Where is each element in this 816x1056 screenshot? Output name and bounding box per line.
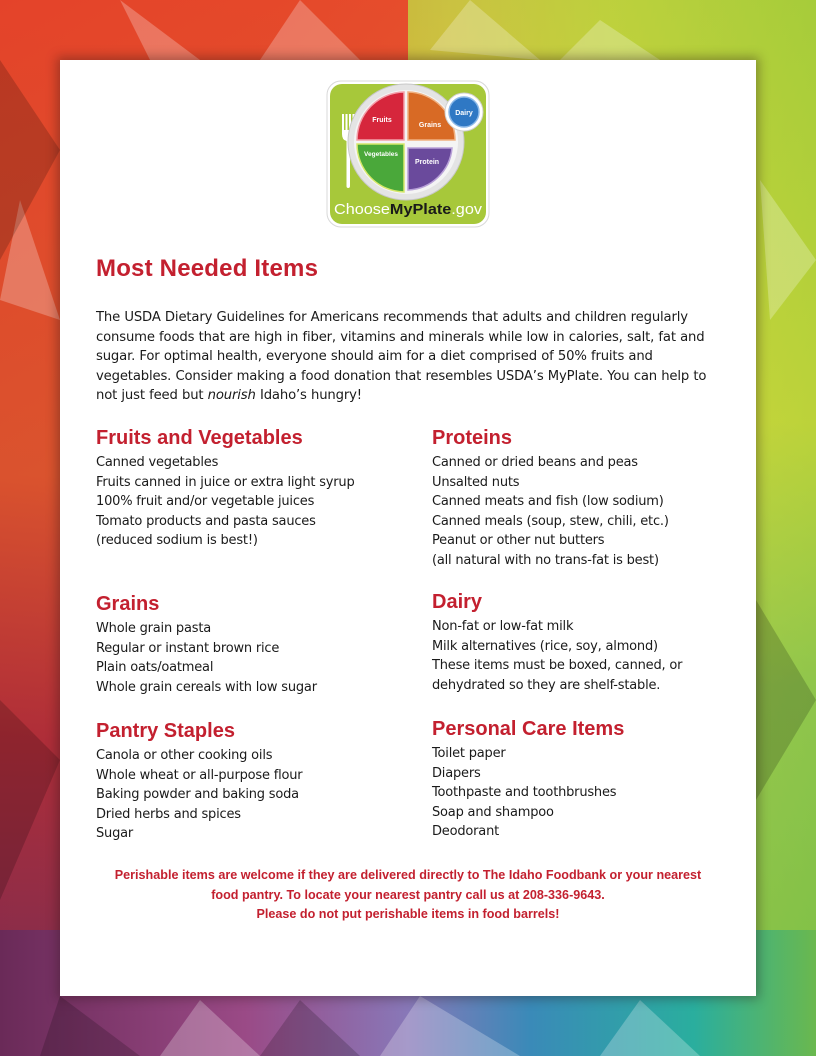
perishables-note — [70, 866, 746, 925]
intro-emphasis: nourish — [207, 388, 256, 403]
list-item: Plain oats/oatmeal — [96, 660, 214, 675]
page-title: Most Needed Items — [96, 255, 319, 282]
segment-label-dairy: Dairy — [455, 110, 473, 117]
list-item: Milk alternatives (rice, soy, almond) — [432, 638, 658, 654]
section-personal-care — [432, 717, 752, 842]
list-item: Toothpaste and toothbrushes — [432, 785, 617, 800]
list-item: Tomato products and pasta sauces — [96, 513, 316, 529]
flyer-card — [60, 60, 756, 996]
list-item: Canned meals (soup, stew, chili, etc.) — [432, 513, 669, 529]
item-list — [432, 617, 752, 695]
item-list — [96, 746, 416, 844]
list-item: (all natural with no trans-fat is best) — [432, 552, 659, 568]
segment-label-fruits: Fruits — [372, 117, 392, 124]
list-item: Whole wheat or all-purpose flour — [96, 767, 303, 783]
list-item: (reduced sodium is best!) — [96, 533, 258, 548]
list-item: Baking powder and baking soda — [96, 787, 299, 802]
list-item: Canned or dried beans and peas — [432, 455, 638, 470]
list-item: Canned vegetables — [96, 455, 219, 470]
list-item: Canned meats and fish (low sodium) — [432, 494, 664, 509]
list-item: Canola or other cooking oils — [96, 748, 273, 763]
list-item: Whole grain cereals with low sugar — [96, 679, 317, 695]
choosemyplate-logo — [326, 80, 490, 228]
note-line: food pantry. To locate your nearest pantry call us at 208-336-9643. — [211, 887, 605, 902]
list-item: Regular or instant brown rice — [96, 640, 280, 656]
section-proteins — [432, 426, 752, 570]
logo-wordmark: Choose MyPlate .gov — [334, 201, 480, 218]
item-list — [96, 453, 416, 551]
list-item: Peanut or other nut butters — [432, 533, 605, 548]
note-line: Perishable items are welcome if they are delivered directly to The Idaho Foodbank or your nearest — [114, 868, 702, 882]
section-heading: Personal Care Items — [432, 718, 625, 740]
section-fruits-vegetables — [96, 426, 416, 551]
intro-paragraph — [96, 308, 720, 406]
list-item: dehydrated so they are shelf-stable. — [432, 677, 661, 693]
list-item: Unsalted nuts — [432, 474, 520, 490]
list-item: 100% fruit and/or vegetable juices — [96, 494, 315, 509]
list-item: Toilet paper — [432, 746, 506, 761]
segment-label-protein: Protein — [414, 159, 440, 166]
note-line: Please do not put perishable items in food barrels! — [256, 907, 560, 921]
section-heading: Dairy — [432, 591, 483, 613]
section-dairy — [432, 590, 752, 695]
list-item: These items must be boxed, canned, or — [432, 658, 683, 673]
list-item: Fruits canned in juice or extra light syrup — [96, 474, 355, 490]
item-list — [432, 744, 752, 842]
list-item: Diapers — [432, 765, 481, 781]
intro-text: The USDA Dietary Guidelines for Americans recommends that adults and children regularly consume foods that are high in fiber, vitamins and minerals while low in calories, salt, fat and sugar. For optimal health, everyone should aim for a diet comprised of 50% fruits and vegetables. Consider making a food donation that resembles USDA’s MyPlate. You can help to not just feed but — [96, 310, 707, 403]
segment-label-grains: Grains — [418, 122, 442, 129]
list-item: Deodorant — [432, 824, 500, 839]
segment-label-vegetables: Vegetables — [364, 151, 398, 158]
section-heading: Fruits and Vegetables — [96, 427, 303, 449]
section-heading: Pantry Staples — [96, 720, 235, 742]
section-pantry-staples — [96, 719, 416, 844]
item-list — [432, 453, 752, 570]
item-list — [96, 619, 416, 697]
list-item: Sugar — [96, 826, 134, 841]
section-grains — [96, 592, 416, 697]
section-heading: Grains — [96, 593, 160, 615]
section-heading: Proteins — [432, 427, 513, 449]
intro-text-end: Idaho’s hungry! — [255, 388, 362, 403]
list-item: Dried herbs and spices — [96, 806, 241, 822]
list-item: Soap and shampoo — [432, 804, 554, 820]
list-item: Whole grain pasta — [96, 621, 211, 636]
list-item: Non-fat or low-fat milk — [432, 619, 574, 634]
